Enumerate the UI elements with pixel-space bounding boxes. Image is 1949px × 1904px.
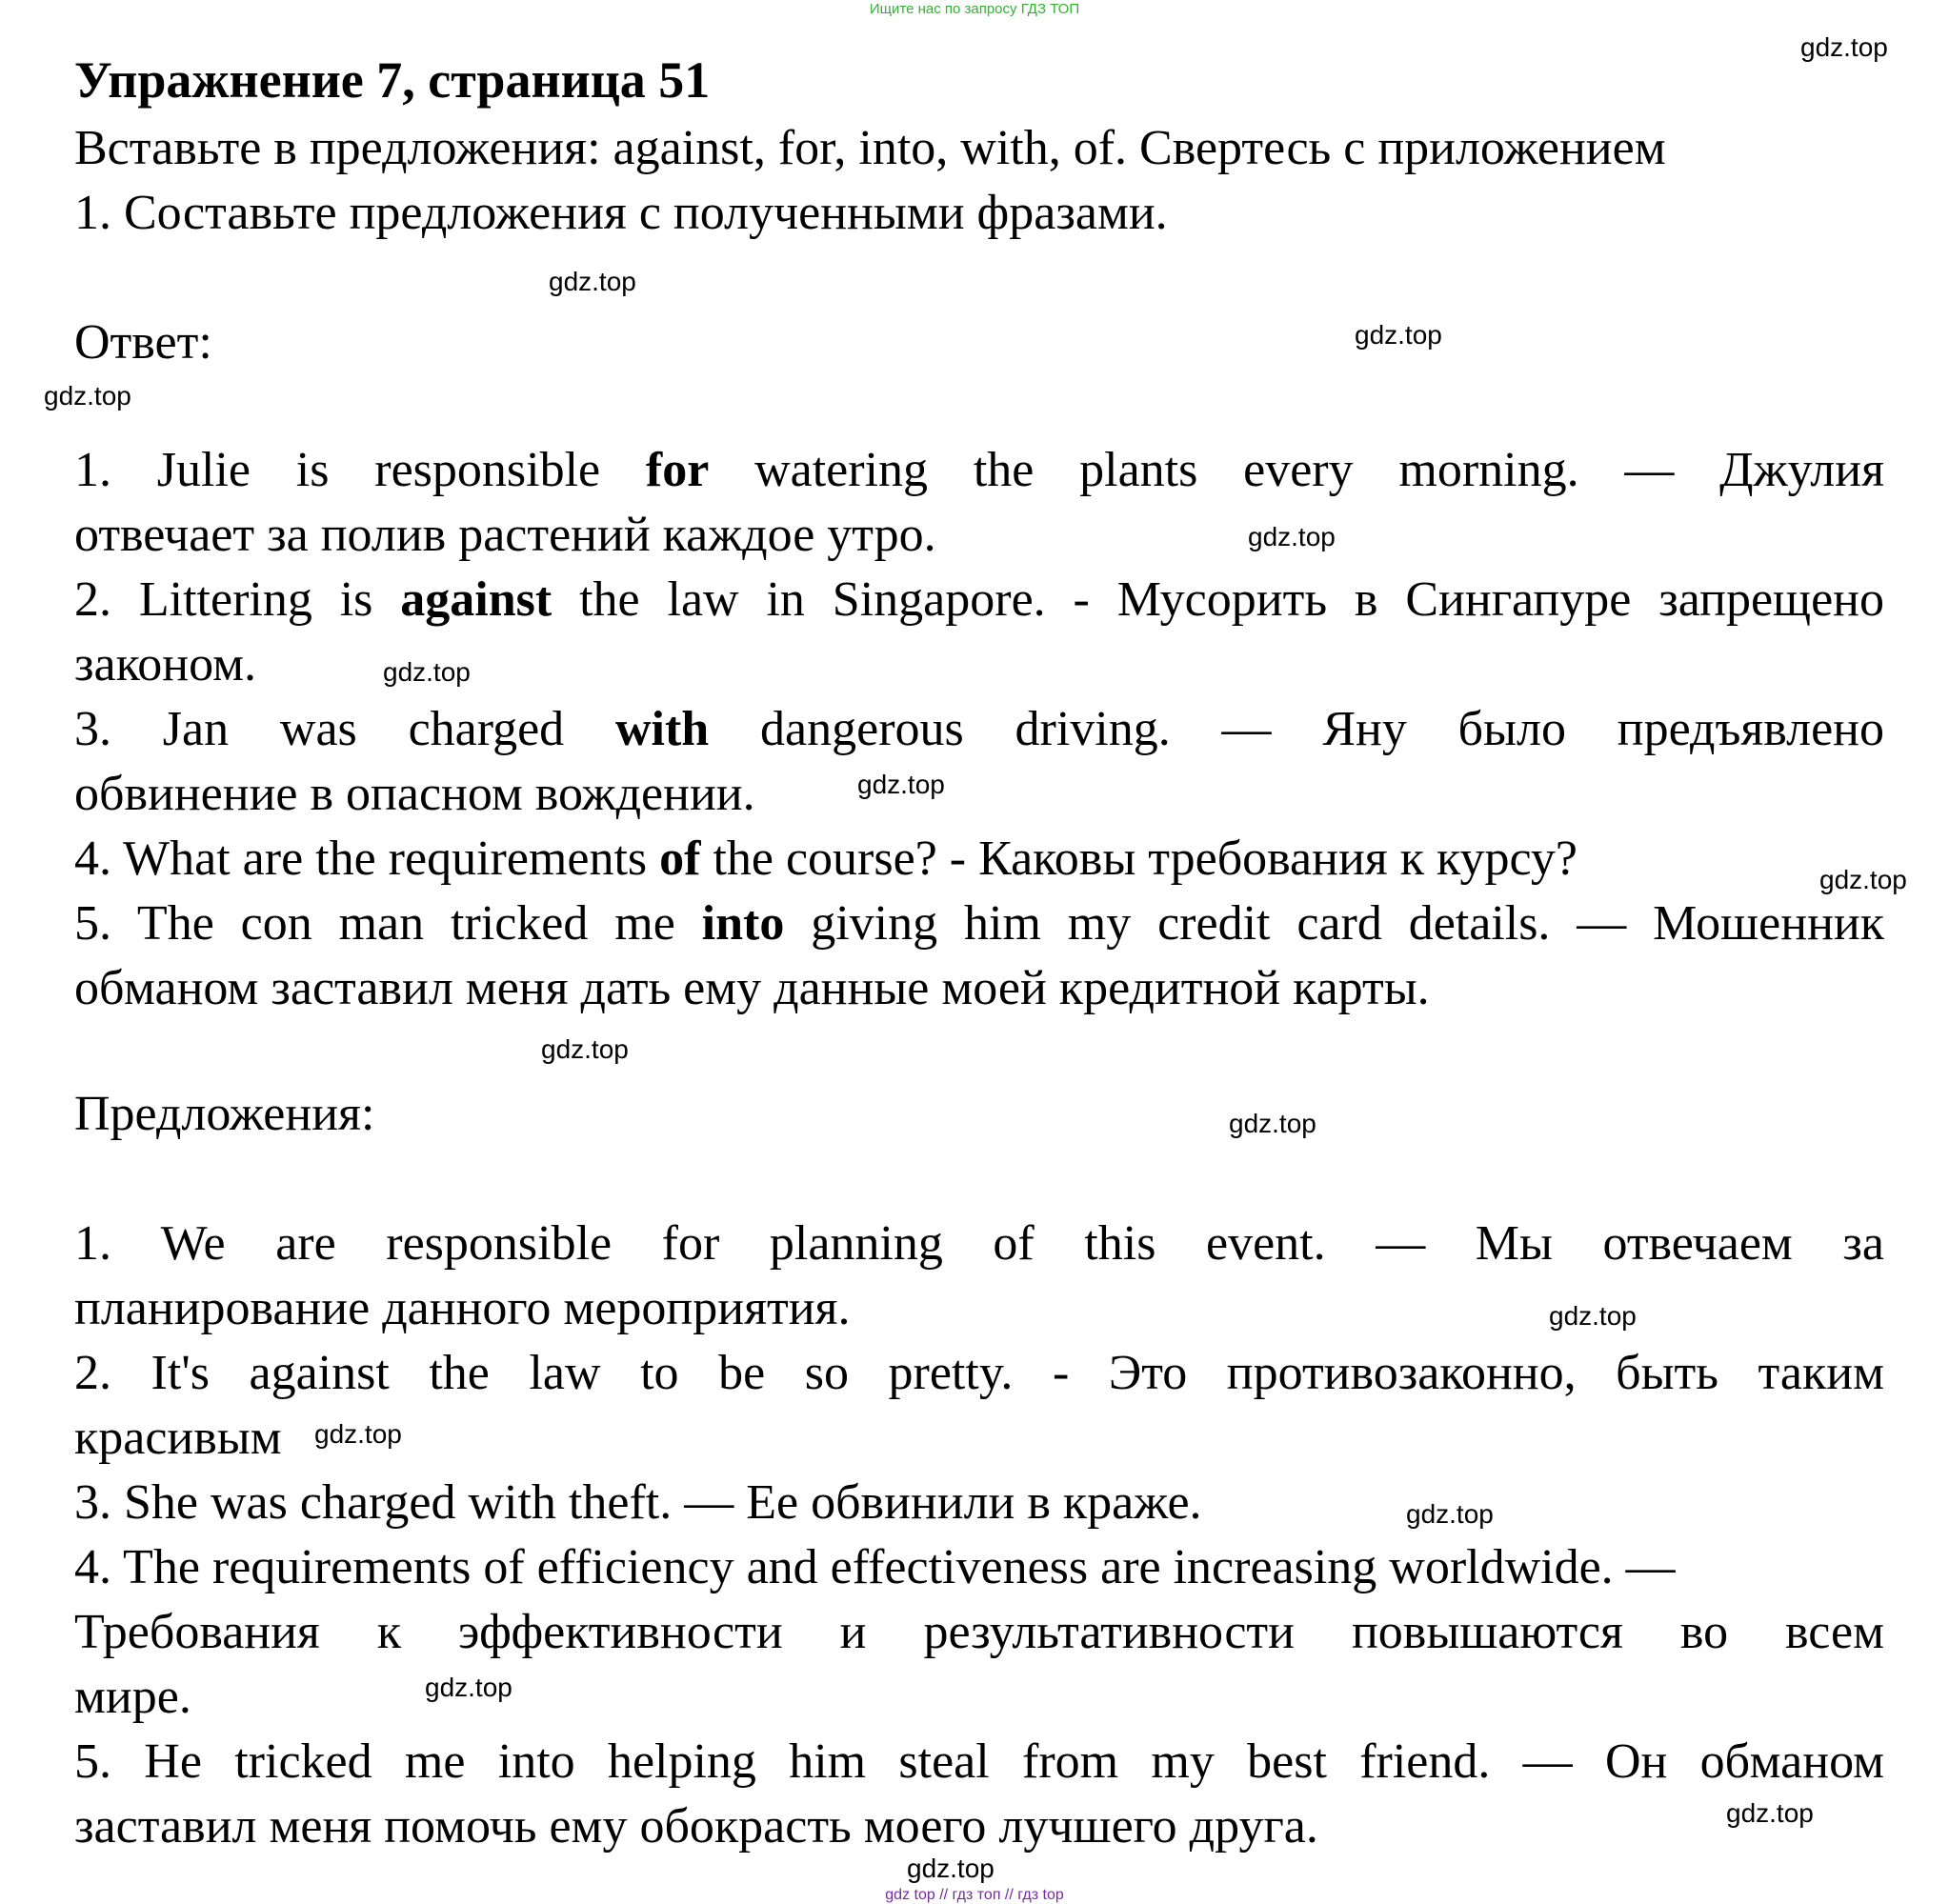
answer-text: 3. Jan was charged xyxy=(74,702,615,756)
answer-1-line-1 xyxy=(74,440,1884,501)
sentence-5-line-2: заставил меня помочь ему обокрасть моего лучшего друга. xyxy=(74,1799,1318,1854)
answer-keyword: of xyxy=(659,832,701,886)
watermark: gdz.top xyxy=(1549,1301,1637,1331)
sentence-5-line-1: 5. He tricked me into helping him steal from my best friend. — Он обманом xyxy=(74,1734,1884,1789)
sentences-heading: Предложения: xyxy=(74,1087,375,1141)
watermark: gdz.top xyxy=(1355,320,1442,350)
answer-3-line-2: обвинение в опасном вождении. xyxy=(74,767,755,821)
watermark: gdz.top xyxy=(549,267,636,296)
answer-heading: Ответ: xyxy=(74,315,212,370)
watermark: gdz.top xyxy=(44,381,131,411)
watermark: gdz.top xyxy=(541,1034,629,1064)
answer-keyword: with xyxy=(614,702,710,756)
task-line-2: 1. Составьте предложения с полученными фразами. xyxy=(74,186,1168,240)
watermark: gdz.top xyxy=(857,770,945,799)
top-banner: Ищите нас по запросу ГДЗ ТОП xyxy=(869,1,1080,17)
answer-1-line-2: отвечает за полив растений каждое утро. xyxy=(74,508,936,562)
task-line-1: Вставьте в предложения: against, for, into, with, of. Свертесь с приложением xyxy=(74,121,1666,175)
sentence-1-line-1: 1. We are responsible for planning of this event. — Мы отвечаем за xyxy=(74,1216,1884,1271)
answer-text: 1. Julie is responsible xyxy=(74,443,646,497)
answer-2-line-2: законом. xyxy=(74,637,256,691)
answer-2-line-1 xyxy=(74,570,1884,631)
bottom-banner: gdz top // гдз топ // гдз top xyxy=(885,1887,1064,1903)
answer-text: the course? - Каковы требования к курсу? xyxy=(700,832,1577,886)
answer-text: 4. What are the requirements xyxy=(74,832,660,886)
watermark: gdz.top xyxy=(1819,865,1907,894)
answer-5-line-2: обманом заставил меня дать ему данные моей кредитной карты. xyxy=(74,961,1430,1015)
answer-4 xyxy=(74,829,1577,890)
sentence-2-line-2: красивым xyxy=(74,1411,282,1465)
answer-text: giving him my credit card details. — Мошенник xyxy=(784,896,1884,951)
answer-keyword: against xyxy=(400,572,553,627)
answer-text: the law in Singapore. - Мусорить в Сингапуре запрещено xyxy=(552,572,1884,627)
watermark: gdz.top xyxy=(907,1854,995,1883)
watermark: gdz.top xyxy=(314,1419,402,1449)
answer-5-line-1 xyxy=(74,893,1884,954)
answer-text: watering the plants every morning. — Джулия xyxy=(709,443,1884,497)
sentence-2-line-1: 2. It's against the law to be so pretty. - Это противозаконно, быть таким xyxy=(74,1346,1884,1400)
page-title: Упражнение 7, страница 51 xyxy=(74,51,711,109)
watermark: gdz.top xyxy=(1406,1499,1494,1529)
answer-text: 2. Littering is xyxy=(74,572,401,627)
watermark: gdz.top xyxy=(1229,1109,1316,1138)
watermark: gdz.top xyxy=(1800,32,1888,62)
answer-keyword: into xyxy=(701,896,785,951)
sentence-4-line-1: 4. The requirements of efficiency and effectiveness are increasing worldwide. — xyxy=(74,1540,1676,1594)
sentence-4-line-2: Требования к эффективности и результативности повышаются во всем xyxy=(74,1605,1884,1659)
answer-text: dangerous driving. — Яну было предъявлено xyxy=(709,702,1884,756)
answer-text: 5. The con man tricked me xyxy=(74,896,702,951)
watermark: gdz.top xyxy=(383,657,471,687)
watermark: gdz.top xyxy=(1726,1798,1814,1828)
sentence-3: 3. She was charged with theft. — Ее обвинили в краже. xyxy=(74,1475,1202,1530)
sentence-4-line-3: мире. xyxy=(74,1670,191,1724)
sentence-1-line-2: планирование данного мероприятия. xyxy=(74,1281,851,1335)
watermark: gdz.top xyxy=(425,1673,512,1702)
answer-keyword: for xyxy=(645,443,710,497)
watermark: gdz.top xyxy=(1248,522,1336,551)
answer-3-line-1 xyxy=(74,699,1884,760)
